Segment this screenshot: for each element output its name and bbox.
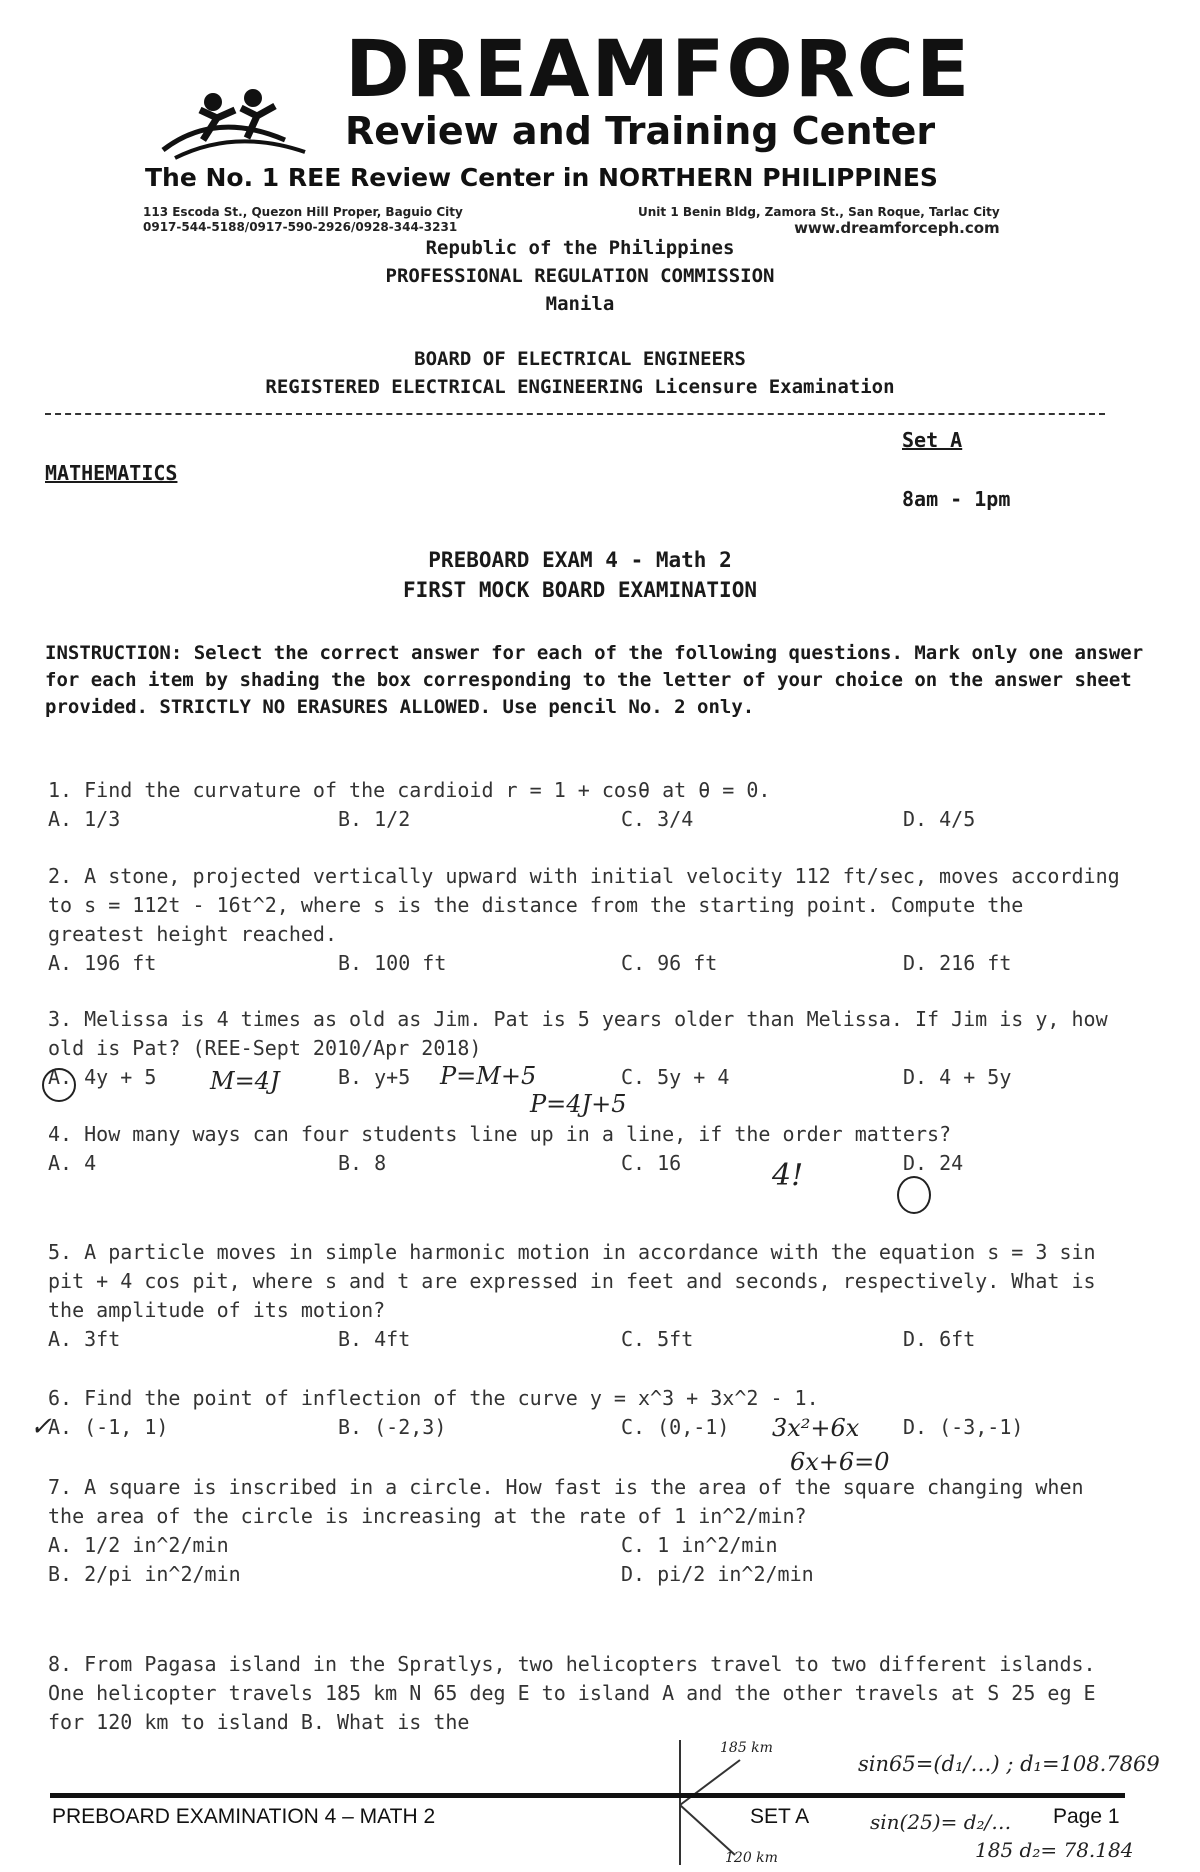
address-baguio <box>143 205 463 235</box>
website-link[interactable]: www.dreamforceph.com <box>794 219 1000 237</box>
subject-label: MATHEMATICS <box>45 461 178 485</box>
choice-d[interactable]: D. 6ft <box>903 1327 976 1351</box>
choice-a[interactable]: A. 196 ft <box>48 951 157 975</box>
choices <box>48 1531 1128 1589</box>
choice-a[interactable]: A. 3ft <box>48 1327 121 1351</box>
question-text: 3. Melissa is 4 times as old as Jim. Pat is 5 years older than Melissa. If Jim is y, how old is Pat? (REE-Sept 2010/Apr 2018) <box>48 1007 1108 1060</box>
handwritten-note: 6x+6=0 <box>790 1448 890 1476</box>
handwritten-note: 4! <box>772 1158 804 1193</box>
question-5 <box>48 1238 1128 1354</box>
check-mark-icon: ✓ <box>30 1412 52 1442</box>
handwritten-note: M=4J <box>210 1067 280 1095</box>
choice-c[interactable]: C. (0,-1) <box>621 1415 730 1439</box>
choices <box>48 949 1128 978</box>
choice-b[interactable]: B. 8 <box>338 1151 387 1175</box>
question-2 <box>48 862 1128 978</box>
exam-title: PREBOARD EXAM 4 - Math 2 <box>428 548 732 572</box>
handwritten-note: sin65=(d₁/…) ; d₁=108.7869 <box>858 1752 1160 1776</box>
phone-line: 0917-544-5188/0917-590-2926/0928-344-3231 <box>143 220 458 234</box>
exam-time: 8am - 1pm <box>902 487 1011 511</box>
instructions: INSTRUCTION: Select the correct answer for each of the following questions. Mark only one answer for each item by shading the box corresponding to the letter of your choice on the answer sheet provided. STRICTLY NO ERASURES ALLOWED. Use pencil No. 2 only. <box>45 642 1144 718</box>
question-8 <box>48 1650 1128 1737</box>
choices <box>48 1149 1128 1178</box>
choice-a[interactable]: A. (-1, 1) <box>48 1415 169 1439</box>
handwritten-note: sin(25)= d₂/… <box>870 1810 1012 1834</box>
choice-d[interactable]: D. (-3,-1) <box>903 1415 1024 1439</box>
choice-d[interactable]: D. 24 <box>903 1151 964 1175</box>
choices <box>48 1413 1128 1442</box>
handwritten-note: 3x²+6x <box>772 1414 860 1442</box>
commission-line: PROFESSIONAL REGULATION COMMISSION <box>385 265 775 287</box>
choice-b[interactable]: B. 2/pi in^2/min <box>48 1562 241 1586</box>
dreamforce-logo-icon <box>155 80 325 170</box>
choice-b[interactable]: B. 4ft <box>338 1327 411 1351</box>
question-text: 4. How many ways can four students line up in a line, if the order matters? <box>48 1122 952 1146</box>
answer-circle-mark <box>42 1068 76 1102</box>
question-1 <box>48 776 1128 834</box>
brand-name: DREAMFORCE <box>345 25 972 115</box>
choice-b[interactable]: B. 100 ft <box>338 951 447 975</box>
choice-b[interactable]: B. (-2,3) <box>338 1415 447 1439</box>
question-text: 5. A particle moves in simple harmonic motion in accordance with the equation s = 3 sin pit + 4 cos pit, where s and t are expressed in feet and seconds, respectively. What is the amplitude of its motion? <box>48 1240 1096 1322</box>
dashed-divider <box>45 413 1105 415</box>
brand-subtitle: Review and Training Center <box>345 109 936 153</box>
footer-set: SET A <box>750 1805 810 1828</box>
exam-subtitle: FIRST MOCK BOARD EXAMINATION <box>402 578 757 602</box>
question-text: 6. Find the point of inflection of the curve y = x^3 + 3x^2 - 1. <box>48 1386 819 1410</box>
handwritten-note: 120 km <box>725 1850 778 1866</box>
choice-c[interactable]: C. 16 <box>621 1151 682 1175</box>
choice-d[interactable]: D. 4/5 <box>903 807 976 831</box>
question-6 <box>48 1384 1128 1442</box>
choice-c[interactable]: C. 5ft <box>621 1327 694 1351</box>
choice-d[interactable]: D. 216 ft <box>903 951 1012 975</box>
choice-b[interactable]: B. y+5 <box>338 1065 411 1089</box>
choices <box>48 805 1128 834</box>
handwritten-note: P=M+5 <box>440 1062 537 1090</box>
handwritten-note: 185 d₂= 78.184 <box>975 1838 1134 1862</box>
choice-d[interactable]: D. 4 + 5y <box>903 1065 1012 1089</box>
choice-b[interactable]: B. 1/2 <box>338 807 411 831</box>
question-text: 1. Find the curvature of the cardioid r = 1 + cosθ at θ = 0. <box>48 778 771 802</box>
choice-d[interactable]: D. pi/2 in^2/min <box>621 1562 814 1586</box>
choice-a[interactable]: A. 1/2 in^2/min <box>48 1533 229 1557</box>
set-label: Set A <box>902 428 963 452</box>
address-tarlac <box>638 205 1000 236</box>
letterhead <box>140 25 1040 237</box>
choice-c[interactable]: C. 5y + 4 <box>621 1065 730 1089</box>
question-7 <box>48 1473 1128 1589</box>
city-line: Manila <box>545 293 615 315</box>
handwritten-note: P=4J+5 <box>530 1090 627 1118</box>
republic-line: Republic of the Philippines <box>425 237 735 259</box>
question-text: 8. From Pagasa island in the Spratlys, two helicopters travel to two different islands. One helicopter travels 185 km N 65 deg E to island A and the other travels at S 25 eg E for 120 km to island B. What is the <box>48 1652 1096 1734</box>
handwritten-note: 185 km <box>720 1740 773 1756</box>
exam-line: REGISTERED ELECTRICAL ENGINEERING Licensure Examination <box>265 376 895 398</box>
choice-c[interactable]: C. 1 in^2/min <box>621 1533 778 1557</box>
board-line: BOARD OF ELECTRICAL ENGINEERS <box>414 348 746 370</box>
tagline: The No. 1 REE Review Center in NORTHERN PHILIPPINES <box>145 163 938 192</box>
choice-a[interactable]: A. 1/3 <box>48 807 121 831</box>
choice-a[interactable]: A. 4 <box>48 1151 97 1175</box>
answer-circle-mark <box>897 1176 931 1214</box>
choice-c[interactable]: C. 96 ft <box>621 951 718 975</box>
question-4 <box>48 1120 1128 1178</box>
address-line: 113 Escoda St., Quezon Hill Proper, Baguio City <box>143 205 463 219</box>
question-text: 2. A stone, projected vertically upward with initial velocity 112 ft/sec, moves according to s = 112t - 16t^2, where s is the distance from the starting point. Compute the greatest height reached. <box>48 864 1120 946</box>
address-line: Unit 1 Benin Bldg, Zamora St., San Roque, Tarlac City <box>638 205 1000 219</box>
footer-rule <box>50 1793 1125 1798</box>
footer-exam-name: PREBOARD EXAMINATION 4 – MATH 2 <box>52 1805 436 1828</box>
footer-page-number: Page 1 <box>1053 1805 1120 1828</box>
question-text: 7. A square is inscribed in a circle. How fast is the area of the square changing when the area of the circle is increasing at the rate of 1 in^2/min? <box>48 1475 1084 1528</box>
choice-a[interactable]: A. 4y + 5 <box>48 1065 157 1089</box>
choices <box>48 1325 1128 1354</box>
choice-c[interactable]: C. 3/4 <box>621 807 694 831</box>
